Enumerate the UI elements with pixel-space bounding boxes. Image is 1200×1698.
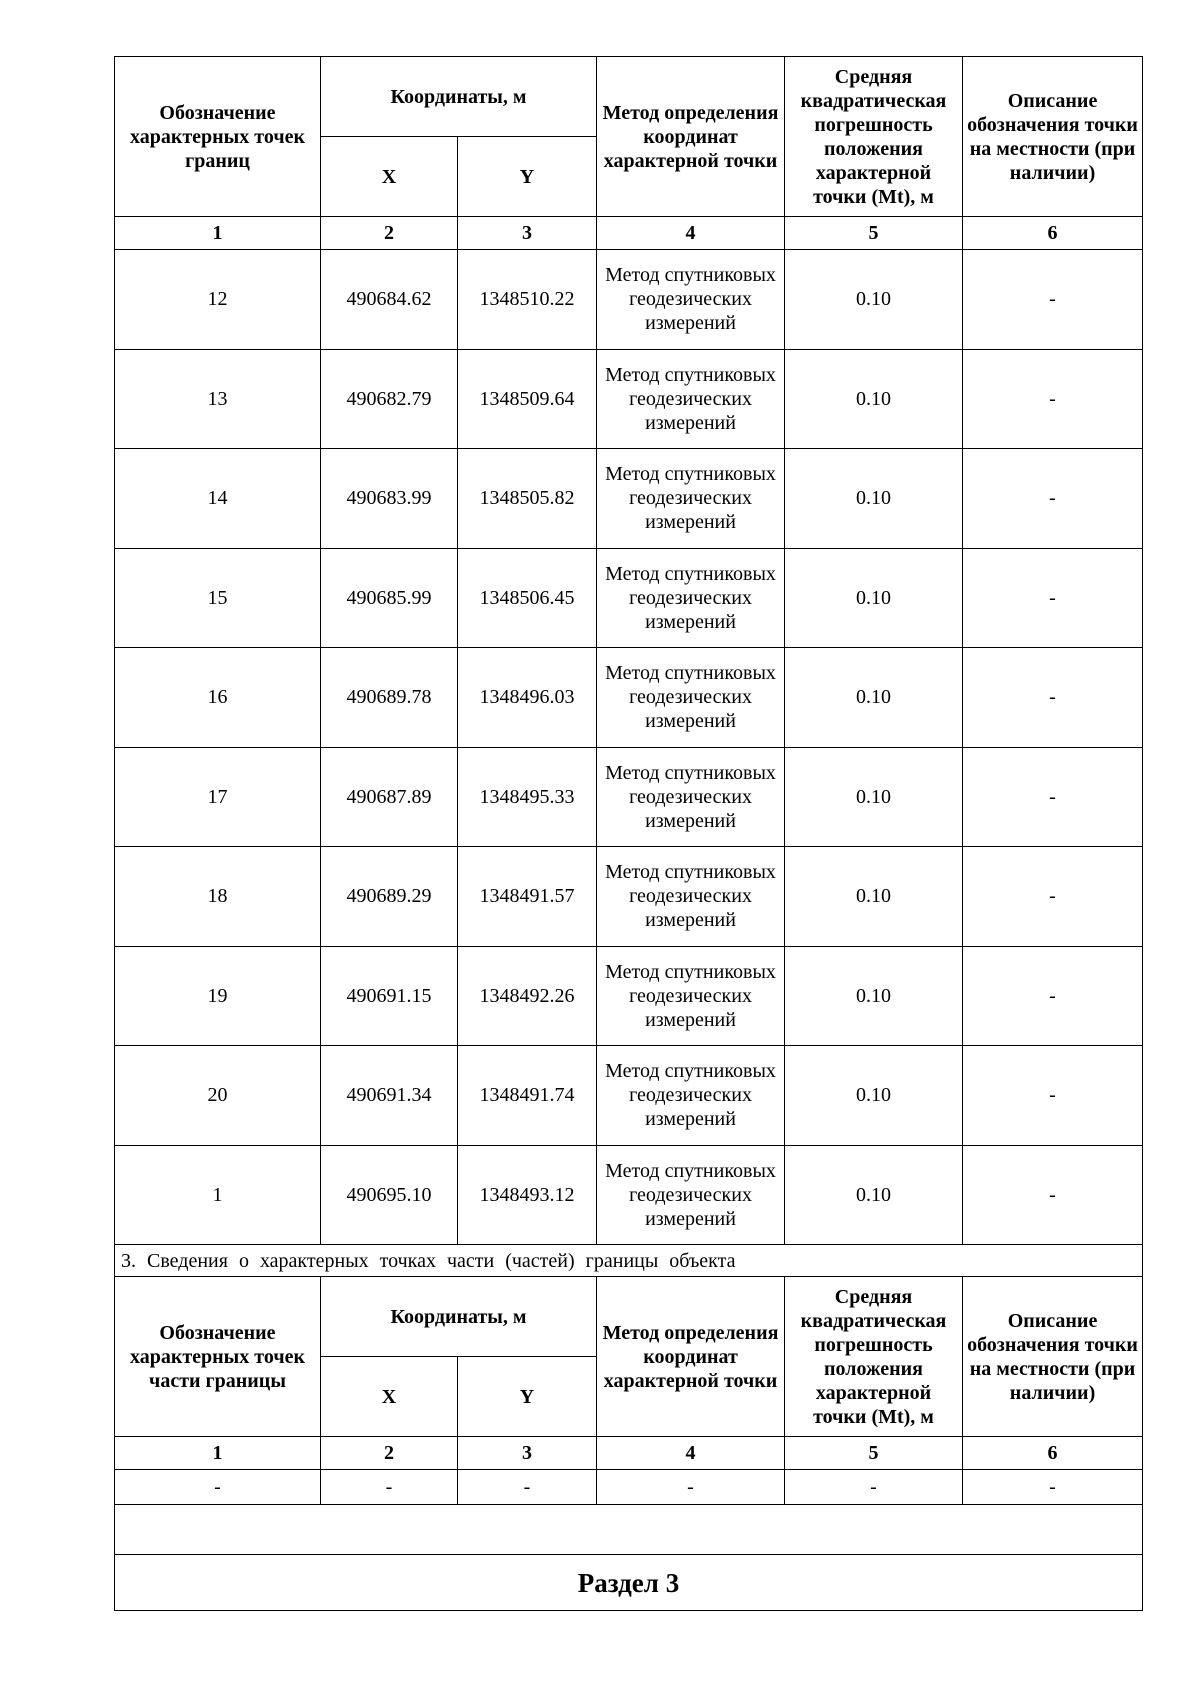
accuracy-cell: 0.10 bbox=[785, 349, 963, 449]
accuracy-cell: 0.10 bbox=[785, 747, 963, 847]
point-number-cell: 15 bbox=[115, 548, 321, 648]
point-number-cell: 20 bbox=[115, 1046, 321, 1146]
method-cell: Метод спутниковых геодезических измерений bbox=[597, 1046, 785, 1146]
method-cell: Метод спутниковых геодезических измерений bbox=[597, 548, 785, 648]
accuracy-cell: 0.10 bbox=[785, 548, 963, 648]
table-row bbox=[115, 847, 1143, 947]
point-number-cell: 19 bbox=[115, 946, 321, 1046]
table-row bbox=[115, 349, 1143, 449]
column-number: 4 bbox=[597, 217, 785, 250]
table-row bbox=[115, 1046, 1143, 1146]
method-cell: Метод спутниковых геодезических измерений bbox=[597, 847, 785, 947]
column-number: 1 bbox=[115, 1437, 321, 1470]
accuracy-cell: 0.10 bbox=[785, 1145, 963, 1245]
method-cell: Метод спутниковых геодезических измерений bbox=[597, 349, 785, 449]
header-accuracy: Средняя квадратическая погрешность положения характерной точки (Mt), м bbox=[785, 57, 963, 217]
x-coordinate-cell: 490683.99 bbox=[321, 449, 458, 549]
column-number: 5 bbox=[785, 217, 963, 250]
method-cell: Метод спутниковых геодезических измерений bbox=[597, 1145, 785, 1245]
point-number-cell: 14 bbox=[115, 449, 321, 549]
column-number: 6 bbox=[963, 1437, 1143, 1470]
method-cell: Метод спутниковых геодезических измерений bbox=[597, 946, 785, 1046]
method-cell: Метод спутниковых геодезических измерений bbox=[597, 648, 785, 748]
header-method: Метод определения координат характерной точки bbox=[597, 1277, 785, 1437]
header-coordinates: Координаты, м bbox=[321, 1277, 597, 1357]
column-numbers-row bbox=[115, 217, 1143, 250]
x-coordinate-cell: 490685.99 bbox=[321, 548, 458, 648]
method-cell: Метод спутниковых геодезических измерений bbox=[597, 747, 785, 847]
x-coordinate-cell: 490689.29 bbox=[321, 847, 458, 947]
header-accuracy: Средняя квадратическая погрешность положения характерной точки (Mt), м bbox=[785, 1277, 963, 1437]
table-cell: - bbox=[597, 1470, 785, 1505]
table-row bbox=[115, 648, 1143, 748]
section-3-title-row bbox=[115, 1245, 1143, 1277]
table-cell: - bbox=[785, 1470, 963, 1505]
blank-cell bbox=[115, 1505, 1143, 1555]
table-body bbox=[115, 57, 1143, 1611]
header-coordinates: Координаты, м bbox=[321, 57, 597, 137]
table-cell: - bbox=[115, 1470, 321, 1505]
header-x: X bbox=[321, 1357, 458, 1437]
header-x: X bbox=[321, 137, 458, 217]
point-number-cell: 17 bbox=[115, 747, 321, 847]
blank-row bbox=[115, 1505, 1143, 1555]
table-row bbox=[115, 250, 1143, 350]
y-coordinate-cell: 1348506.45 bbox=[458, 548, 597, 648]
header-description: Описание обозначения точки на местности (при наличии) bbox=[963, 57, 1143, 217]
accuracy-cell: 0.10 bbox=[785, 1046, 963, 1146]
description-cell: - bbox=[963, 250, 1143, 350]
table-row bbox=[115, 548, 1143, 648]
section-heading-row bbox=[115, 1555, 1143, 1611]
table-cell: - bbox=[963, 1470, 1143, 1505]
x-coordinate-cell: 490684.62 bbox=[321, 250, 458, 350]
column-number: 3 bbox=[458, 217, 597, 250]
column-number: 4 bbox=[597, 1437, 785, 1470]
y-coordinate-cell: 1348491.74 bbox=[458, 1046, 597, 1146]
x-coordinate-cell: 490695.10 bbox=[321, 1145, 458, 1245]
point-number-cell: 12 bbox=[115, 250, 321, 350]
section-3-empty-data-row bbox=[115, 1470, 1143, 1505]
table-row bbox=[115, 1145, 1143, 1245]
header-point-designation: Обозначение характерных точек части границы bbox=[115, 1277, 321, 1437]
description-cell: - bbox=[963, 1046, 1143, 1146]
y-coordinate-cell: 1348505.82 bbox=[458, 449, 597, 549]
header-point-designation: Обозначение характерных точек границ bbox=[115, 57, 321, 217]
header-y: Y bbox=[458, 1357, 597, 1437]
point-number-cell: 13 bbox=[115, 349, 321, 449]
description-cell: - bbox=[963, 548, 1143, 648]
y-coordinate-cell: 1348495.33 bbox=[458, 747, 597, 847]
y-coordinate-cell: 1348510.22 bbox=[458, 250, 597, 350]
description-cell: - bbox=[963, 648, 1143, 748]
description-cell: - bbox=[963, 946, 1143, 1046]
point-number-cell: 1 bbox=[115, 1145, 321, 1245]
table-row bbox=[115, 449, 1143, 549]
description-cell: - bbox=[963, 747, 1143, 847]
accuracy-cell: 0.10 bbox=[785, 449, 963, 549]
column-number: 2 bbox=[321, 217, 458, 250]
y-coordinate-cell: 1348493.12 bbox=[458, 1145, 597, 1245]
y-coordinate-cell: 1348496.03 bbox=[458, 648, 597, 748]
section-3-title: 3. Сведения о характерных точках части (частей) границы объекта bbox=[115, 1245, 1143, 1277]
x-coordinate-cell: 490687.89 bbox=[321, 747, 458, 847]
table-row bbox=[115, 747, 1143, 847]
method-cell: Метод спутниковых геодезических измерений bbox=[597, 449, 785, 549]
accuracy-cell: 0.10 bbox=[785, 648, 963, 748]
point-number-cell: 18 bbox=[115, 847, 321, 947]
table-cell: - bbox=[321, 1470, 458, 1505]
column-number: 6 bbox=[963, 217, 1143, 250]
x-coordinate-cell: 490691.15 bbox=[321, 946, 458, 1046]
description-cell: - bbox=[963, 349, 1143, 449]
header-row-top bbox=[115, 57, 1143, 137]
table-cell: - bbox=[458, 1470, 597, 1505]
accuracy-cell: 0.10 bbox=[785, 250, 963, 350]
table-row bbox=[115, 946, 1143, 1046]
boundary-points-table bbox=[114, 56, 1143, 1611]
method-cell: Метод спутниковых геодезических измерений bbox=[597, 250, 785, 350]
section-heading: Раздел 3 bbox=[115, 1555, 1143, 1611]
x-coordinate-cell: 490689.78 bbox=[321, 648, 458, 748]
header-method: Метод определения координат характерной точки bbox=[597, 57, 785, 217]
column-number: 2 bbox=[321, 1437, 458, 1470]
section-3-header-row-top bbox=[115, 1277, 1143, 1357]
accuracy-cell: 0.10 bbox=[785, 847, 963, 947]
y-coordinate-cell: 1348509.64 bbox=[458, 349, 597, 449]
header-description: Описание обозначения точки на местности (при наличии) bbox=[963, 1277, 1143, 1437]
description-cell: - bbox=[963, 449, 1143, 549]
section-3-column-numbers-row bbox=[115, 1437, 1143, 1470]
column-number: 5 bbox=[785, 1437, 963, 1470]
y-coordinate-cell: 1348491.57 bbox=[458, 847, 597, 947]
accuracy-cell: 0.10 bbox=[785, 946, 963, 1046]
column-number: 1 bbox=[115, 217, 321, 250]
point-number-cell: 16 bbox=[115, 648, 321, 748]
x-coordinate-cell: 490691.34 bbox=[321, 1046, 458, 1146]
y-coordinate-cell: 1348492.26 bbox=[458, 946, 597, 1046]
header-y: Y bbox=[458, 137, 597, 217]
description-cell: - bbox=[963, 1145, 1143, 1245]
column-number: 3 bbox=[458, 1437, 597, 1470]
x-coordinate-cell: 490682.79 bbox=[321, 349, 458, 449]
description-cell: - bbox=[963, 847, 1143, 947]
